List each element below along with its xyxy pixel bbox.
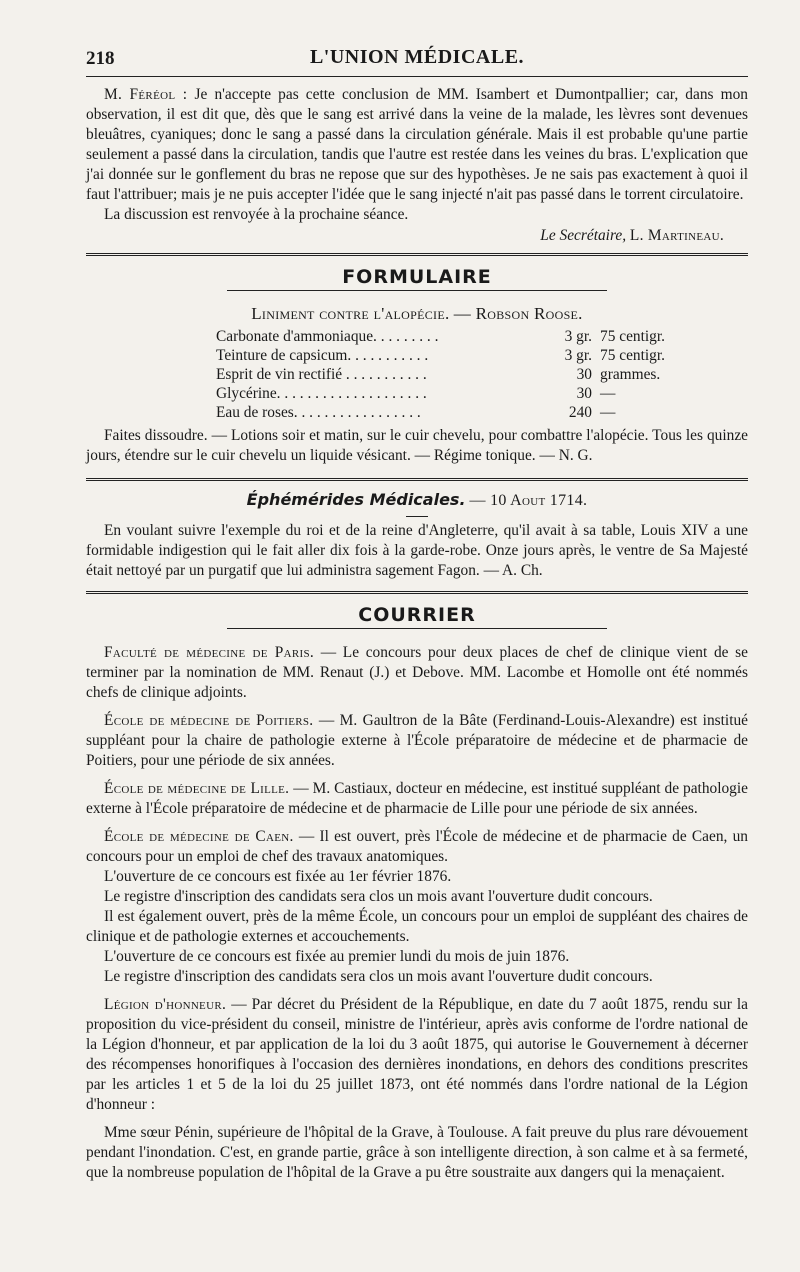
formulaire-section bbox=[86, 266, 748, 466]
courrier-lead: École de médecine de Lille. bbox=[104, 780, 290, 797]
ingredient-unit: — bbox=[600, 385, 616, 402]
section-rule bbox=[86, 253, 748, 256]
courrier-text: — Il est ouvert, près l'École de médecine et de pharmacie de Caen, un concours pour un emploi de chef des travaux anatomiques. bbox=[86, 828, 748, 865]
courrier-heading: COURRIER bbox=[358, 604, 476, 626]
courrier-lead: École de médecine de Poitiers. bbox=[104, 712, 314, 729]
recipe-row bbox=[216, 384, 690, 403]
caen-line: L'ouverture de ce concours est fixée au premier lundi du mois de juin 1876. bbox=[104, 948, 570, 965]
ingredient-unit: — bbox=[600, 404, 616, 421]
formulaire-heading: FORMULAIRE bbox=[342, 266, 492, 288]
ingredient-qty: 240 bbox=[568, 404, 592, 421]
caen-lines bbox=[86, 867, 748, 987]
section-rule bbox=[86, 591, 748, 594]
caen-line: Il est également ouvert, près de la même École, un concours pour un emploi de suppléant des chaires de clinique et de pathologie externes et accouchements. bbox=[86, 908, 748, 945]
header-rule bbox=[86, 76, 748, 77]
courrier-text: — M. Gaultron de la Bâte (Ferdinand-Louis-Alexandre) est institué suppléant pour la chaire de pathologie externe à l'École préparatoire de médecine et de pharmacie de Poitiers, pour une période de six années. bbox=[86, 712, 748, 769]
courrier-paragraph bbox=[86, 711, 748, 771]
ingredient-name: Carbonate d'ammoniaque. . . . . . . . . bbox=[216, 328, 439, 345]
running-header bbox=[86, 40, 748, 76]
courrier-lead: École de médecine de Caen. bbox=[104, 828, 294, 845]
recipe-title bbox=[86, 303, 748, 325]
recipe-row bbox=[216, 365, 690, 384]
recipe-table bbox=[216, 327, 690, 422]
recipe-author: — Robson Roose. bbox=[453, 304, 583, 323]
intro-section bbox=[86, 85, 748, 247]
ephemerides-date: — 10 Aout 1714. bbox=[469, 492, 588, 509]
courrier-paragraph bbox=[86, 643, 748, 703]
recipe-instructions: Faites dissoudre. — Lotions soir et matin, sur le cuir chevelu, pour combattre l'alopécie. Tous les quinze jours, étendre sur le cuir chevelu un liquide vésicant. — Régime tonique. — N. G. bbox=[86, 427, 748, 464]
courrier-paragraphs bbox=[86, 643, 748, 867]
courrier-text: — M. Castiaux, docteur en médecine, est institué suppléant de pathologie externe à l'École préparatoire de médecine et de pharmacie de Lille pour une période de six années. bbox=[86, 780, 748, 817]
ephemerides-title bbox=[86, 489, 748, 512]
recipe-name: Liniment contre l'alopécie. bbox=[251, 304, 450, 323]
final-paragraph: Mme sœur Pénin, supérieure de l'hôpital de la Grave, à Toulouse. A fait preuve du plus rare dévouement pendant l'inondation. C'est, en grande partie, grâce à son intelligente direction, à son calme et à sa fermeté, que la nombreuse population de l'hôpital de la Grave a pu être soustraite aux dangers qui la menaçaient. bbox=[86, 1124, 748, 1181]
ingredient-unit: grammes. bbox=[600, 366, 661, 383]
caen-line: L'ouverture de ce concours est fixée au 1er février 1876. bbox=[104, 868, 452, 885]
legion-paragraph bbox=[86, 995, 748, 1115]
ephemerides-section bbox=[86, 489, 748, 581]
ingredient-name: Eau de roses. . . . . . . . . . . . . . . . . bbox=[216, 404, 421, 421]
caen-line: Le registre d'inscription des candidats sera clos un mois avant l'ouverture dudit concours. bbox=[104, 888, 653, 905]
signature-role: Le Secrétaire, bbox=[540, 227, 627, 244]
courrier-lead: Faculté de médecine de Paris. bbox=[104, 644, 315, 661]
intro-closing: La discussion est renvoyée à la prochaine séance. bbox=[104, 206, 409, 223]
ephemerides-dash bbox=[406, 516, 428, 517]
courrier-paragraph bbox=[86, 827, 748, 867]
ingredient-qty: 3 gr. bbox=[564, 328, 592, 345]
ingredient-unit: 75 centigr. bbox=[600, 328, 665, 345]
section-rule bbox=[86, 478, 748, 481]
ephemerides-heading: Éphémérides Médicales. bbox=[246, 490, 466, 509]
signature bbox=[86, 225, 748, 247]
ingredient-qty: 30 bbox=[576, 385, 592, 402]
courrier-section bbox=[86, 604, 748, 1183]
ingredient-name: Teinture de capsicum. . . . . . . . . . . bbox=[216, 347, 429, 364]
recipe-row bbox=[216, 403, 690, 422]
legion-text: — Par décret du Président de la République, en date du 7 août 1875, rendu sur la proposition du vice-président du conseil, ministre de l'intérieur, après avis conforme de l'ordre national de la Légion d'honneur, et par application de la loi du 3 août 1875, qui autorise le Gouvernement à décerner des récompenses honorifiques à l'occasion des dernières inondations, en dehors des conditions prescrites par les articles 1 et 5 de la loi du 25 juillet 1873, ont été nommés dans l'ordre national de la Légion d'honneur : bbox=[86, 996, 749, 1113]
legion-lead: Légion d'honneur. bbox=[104, 996, 227, 1013]
intro-paragraph bbox=[86, 85, 748, 205]
courrier-text: — Le concours pour deux places de chef de clinique vient de se terminer par la nomination de MM. Renaut (J.) et Debove. MM. Lacombe et Homolle ont été nommés chefs de clinique adjoints. bbox=[86, 644, 748, 701]
courrier-paragraph bbox=[86, 779, 748, 819]
ingredient-qty: 3 gr. bbox=[564, 347, 592, 364]
journal-title: L'UNION MÉDICALE. bbox=[309, 46, 525, 68]
ingredient-unit: 75 centigr. bbox=[600, 347, 665, 364]
intro-text: Je n'accepte pas cette conclusion de MM. Isambert et Dumontpallier; car, dans mon observation, il est dit que, dès que le sang est arrivé dans la veine de la malade, les lèvres sont devenues bleuâtres, cyaniques; donc le sang a passé dans la circulation générale. Mais il est probable qu'une partie seulement a passé dans la circulation, tandis que l'autre est restée dans les veines du bras. L'explication que j'ai donnée sur le gonflement du bras ne repose que sur des hypothèses. Je ne sais pas exactement à quoi il faut l'attribuer; mais je ne puis accepter l'idée que le sang injecté n'ait pas passé dans le torrent circulatoire. bbox=[86, 86, 748, 203]
intro-speaker: M. Féréol : bbox=[104, 86, 188, 103]
recipe-row bbox=[216, 346, 690, 365]
courrier-underline bbox=[227, 628, 607, 629]
signature-name: L. Martineau. bbox=[629, 227, 724, 244]
recipe-row bbox=[216, 327, 690, 346]
ingredient-name: Glycérine. . . . . . . . . . . . . . . . . . . . bbox=[216, 385, 427, 402]
caen-line: Le registre d'inscription des candidats sera clos un mois avant l'ouverture dudit concours. bbox=[104, 968, 653, 985]
ingredient-qty: 30 bbox=[576, 366, 592, 383]
ephemerides-text: En voulant suivre l'exemple du roi et de la reine d'Angleterre, qu'il avait à sa table, Louis XIV a une formidable indigestion qui le fait aller dix fois à la garde-robe. Onze jours après, le ventre de Sa Majesté était nettoyé par un purgatif que lui administra sagement Fagon. — A. Ch. bbox=[86, 522, 748, 579]
page-number: 218 bbox=[86, 48, 115, 69]
ingredient-name: Esprit de vin rectifié . . . . . . . . . . . bbox=[216, 366, 427, 383]
formulaire-underline bbox=[227, 290, 607, 291]
